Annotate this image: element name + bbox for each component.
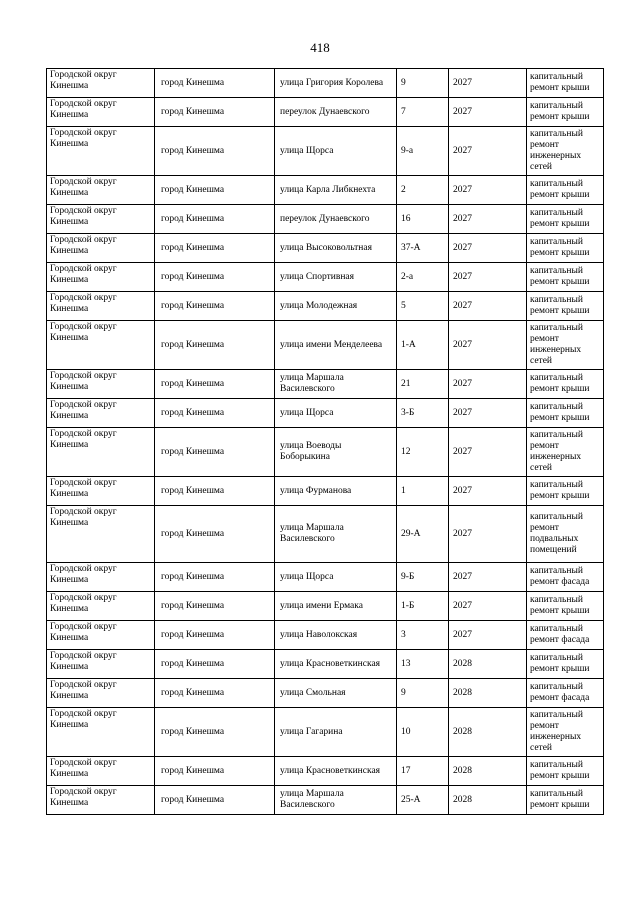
cell-work-type: капитальный ремонт крыши	[527, 370, 604, 399]
cell-street: улица Григория Королева	[275, 69, 397, 98]
cell-city: город Кинешма	[155, 98, 275, 127]
cell-year: 2027	[449, 477, 527, 506]
cell-work-type: капитальный ремонт крыши	[527, 477, 604, 506]
cell-house: 21	[397, 370, 449, 399]
cell-okrug: Городской округ Кинешма	[47, 506, 155, 563]
cell-street: переулок Дунаевского	[275, 205, 397, 234]
cell-work-type: капитальный ремонт крыши	[527, 292, 604, 321]
cell-street: улица Маршала Василевского	[275, 506, 397, 563]
cell-street: улица Красноветкинская	[275, 757, 397, 786]
cell-house: 9	[397, 69, 449, 98]
cell-okrug: Городской округ Кинешма	[47, 563, 155, 592]
cell-city: город Кинешма	[155, 757, 275, 786]
cell-year: 2028	[449, 650, 527, 679]
cell-year: 2027	[449, 292, 527, 321]
repair-schedule-table	[46, 68, 604, 815]
cell-city: город Кинешма	[155, 370, 275, 399]
cell-street: улица Гагарина	[275, 708, 397, 757]
cell-year: 2027	[449, 321, 527, 370]
table-row	[47, 176, 604, 205]
cell-work-type: капитальный ремонт крыши	[527, 786, 604, 815]
table-row	[47, 563, 604, 592]
cell-year: 2027	[449, 592, 527, 621]
cell-work-type: капитальный ремонт инженерных сетей	[527, 428, 604, 477]
cell-house: 13	[397, 650, 449, 679]
cell-work-type: капитальный ремонт инженерных сетей	[527, 708, 604, 757]
cell-house: 5	[397, 292, 449, 321]
cell-year: 2027	[449, 69, 527, 98]
cell-street: переулок Дунаевского	[275, 98, 397, 127]
table-row	[47, 98, 604, 127]
cell-work-type: капитальный ремонт крыши	[527, 263, 604, 292]
table-row	[47, 679, 604, 708]
cell-year: 2028	[449, 786, 527, 815]
cell-house: 10	[397, 708, 449, 757]
cell-year: 2028	[449, 757, 527, 786]
cell-house: 25-А	[397, 786, 449, 815]
table-row	[47, 650, 604, 679]
cell-okrug: Городской округ Кинешма	[47, 127, 155, 176]
cell-street: улица имени Ермака	[275, 592, 397, 621]
cell-house: 1-А	[397, 321, 449, 370]
cell-city: город Кинешма	[155, 205, 275, 234]
page-number: 418	[310, 40, 330, 55]
cell-house: 3-Б	[397, 399, 449, 428]
cell-city: город Кинешма	[155, 708, 275, 757]
table-row	[47, 708, 604, 757]
cell-okrug: Городской округ Кинешма	[47, 477, 155, 506]
cell-city: город Кинешма	[155, 786, 275, 815]
cell-okrug: Городской округ Кинешма	[47, 428, 155, 477]
cell-street: улица Маршала Василевского	[275, 786, 397, 815]
cell-okrug: Городской округ Кинешма	[47, 69, 155, 98]
table-row	[47, 292, 604, 321]
cell-work-type: капитальный ремонт крыши	[527, 592, 604, 621]
cell-house: 37-А	[397, 234, 449, 263]
cell-okrug: Городской округ Кинешма	[47, 263, 155, 292]
cell-okrug: Городской округ Кинешма	[47, 234, 155, 263]
cell-year: 2027	[449, 127, 527, 176]
cell-year: 2027	[449, 621, 527, 650]
table-row	[47, 69, 604, 98]
cell-year: 2027	[449, 98, 527, 127]
cell-work-type: капитальный ремонт крыши	[527, 234, 604, 263]
table-row	[47, 786, 604, 815]
table-row	[47, 477, 604, 506]
cell-street: улица Щорса	[275, 563, 397, 592]
cell-city: город Кинешма	[155, 234, 275, 263]
cell-okrug: Городской округ Кинешма	[47, 98, 155, 127]
cell-city: город Кинешма	[155, 127, 275, 176]
cell-work-type: капитальный ремонт крыши	[527, 650, 604, 679]
cell-work-type: капитальный ремонт фасада	[527, 679, 604, 708]
cell-work-type: капитальный ремонт фасада	[527, 621, 604, 650]
cell-year: 2027	[449, 399, 527, 428]
cell-okrug: Городской округ Кинешма	[47, 205, 155, 234]
cell-house: 2-а	[397, 263, 449, 292]
cell-work-type: капитальный ремонт крыши	[527, 98, 604, 127]
table-row	[47, 263, 604, 292]
cell-work-type: капитальный ремонт инженерных сетей	[527, 127, 604, 176]
cell-street: улица Наволокская	[275, 621, 397, 650]
cell-city: город Кинешма	[155, 263, 275, 292]
cell-street: улица имени Менделеева	[275, 321, 397, 370]
cell-house: 1-Б	[397, 592, 449, 621]
cell-city: город Кинешма	[155, 679, 275, 708]
cell-year: 2027	[449, 370, 527, 399]
cell-work-type: капитальный ремонт крыши	[527, 69, 604, 98]
cell-city: город Кинешма	[155, 621, 275, 650]
table-body	[47, 69, 604, 815]
table-row	[47, 592, 604, 621]
cell-house: 16	[397, 205, 449, 234]
cell-work-type: капитальный ремонт инженерных сетей	[527, 321, 604, 370]
table-row	[47, 205, 604, 234]
cell-year: 2027	[449, 234, 527, 263]
cell-work-type: капитальный ремонт подвальных помещений	[527, 506, 604, 563]
cell-okrug: Городской округ Кинешма	[47, 292, 155, 321]
cell-city: город Кинешма	[155, 428, 275, 477]
cell-work-type: капитальный ремонт крыши	[527, 205, 604, 234]
cell-year: 2028	[449, 679, 527, 708]
cell-okrug: Городской округ Кинешма	[47, 176, 155, 205]
cell-house: 3	[397, 621, 449, 650]
cell-house: 29-А	[397, 506, 449, 563]
cell-okrug: Городской округ Кинешма	[47, 370, 155, 399]
cell-okrug: Городской округ Кинешма	[47, 786, 155, 815]
table-row	[47, 321, 604, 370]
cell-okrug: Городской округ Кинешма	[47, 399, 155, 428]
cell-year: 2027	[449, 506, 527, 563]
cell-year: 2027	[449, 263, 527, 292]
cell-street: улица Щорса	[275, 399, 397, 428]
cell-house: 9-а	[397, 127, 449, 176]
cell-street: улица Смольная	[275, 679, 397, 708]
table-row	[47, 621, 604, 650]
cell-work-type: капитальный ремонт крыши	[527, 176, 604, 205]
table-row	[47, 506, 604, 563]
cell-street: улица Красноветкинская	[275, 650, 397, 679]
cell-city: город Кинешма	[155, 563, 275, 592]
cell-city: город Кинешма	[155, 477, 275, 506]
cell-house: 9	[397, 679, 449, 708]
table-row	[47, 234, 604, 263]
cell-work-type: капитальный ремонт фасада	[527, 563, 604, 592]
cell-street: улица Молодежная	[275, 292, 397, 321]
cell-house: 7	[397, 98, 449, 127]
cell-year: 2027	[449, 428, 527, 477]
cell-city: город Кинешма	[155, 650, 275, 679]
cell-okrug: Городской округ Кинешма	[47, 679, 155, 708]
cell-work-type: капитальный ремонт крыши	[527, 399, 604, 428]
cell-street: улица Фурманова	[275, 477, 397, 506]
cell-city: город Кинешма	[155, 176, 275, 205]
cell-house: 12	[397, 428, 449, 477]
cell-street: улица Карла Либкнехта	[275, 176, 397, 205]
cell-year: 2027	[449, 176, 527, 205]
table-row	[47, 127, 604, 176]
cell-house: 1	[397, 477, 449, 506]
cell-city: город Кинешма	[155, 506, 275, 563]
cell-street: улица Маршала Василевского	[275, 370, 397, 399]
cell-city: город Кинешма	[155, 399, 275, 428]
cell-city: город Кинешма	[155, 321, 275, 370]
cell-house: 17	[397, 757, 449, 786]
cell-okrug: Городской округ Кинешма	[47, 621, 155, 650]
cell-city: город Кинешма	[155, 69, 275, 98]
cell-street: улица Спортивная	[275, 263, 397, 292]
cell-year: 2027	[449, 205, 527, 234]
cell-city: город Кинешма	[155, 592, 275, 621]
table-row	[47, 399, 604, 428]
cell-city: город Кинешма	[155, 292, 275, 321]
cell-okrug: Городской округ Кинешма	[47, 708, 155, 757]
cell-okrug: Городской округ Кинешма	[47, 757, 155, 786]
cell-year: 2027	[449, 563, 527, 592]
cell-street: улица Щорса	[275, 127, 397, 176]
table-row	[47, 370, 604, 399]
cell-okrug: Городской округ Кинешма	[47, 592, 155, 621]
cell-year: 2028	[449, 708, 527, 757]
cell-street: улица Высоковольтная	[275, 234, 397, 263]
cell-okrug: Городской округ Кинешма	[47, 650, 155, 679]
cell-street: улица Воеводы Боборыкина	[275, 428, 397, 477]
cell-house: 9-Б	[397, 563, 449, 592]
cell-okrug: Городской округ Кинешма	[47, 321, 155, 370]
table-row	[47, 757, 604, 786]
cell-work-type: капитальный ремонт крыши	[527, 757, 604, 786]
table-row	[47, 428, 604, 477]
cell-house: 2	[397, 176, 449, 205]
